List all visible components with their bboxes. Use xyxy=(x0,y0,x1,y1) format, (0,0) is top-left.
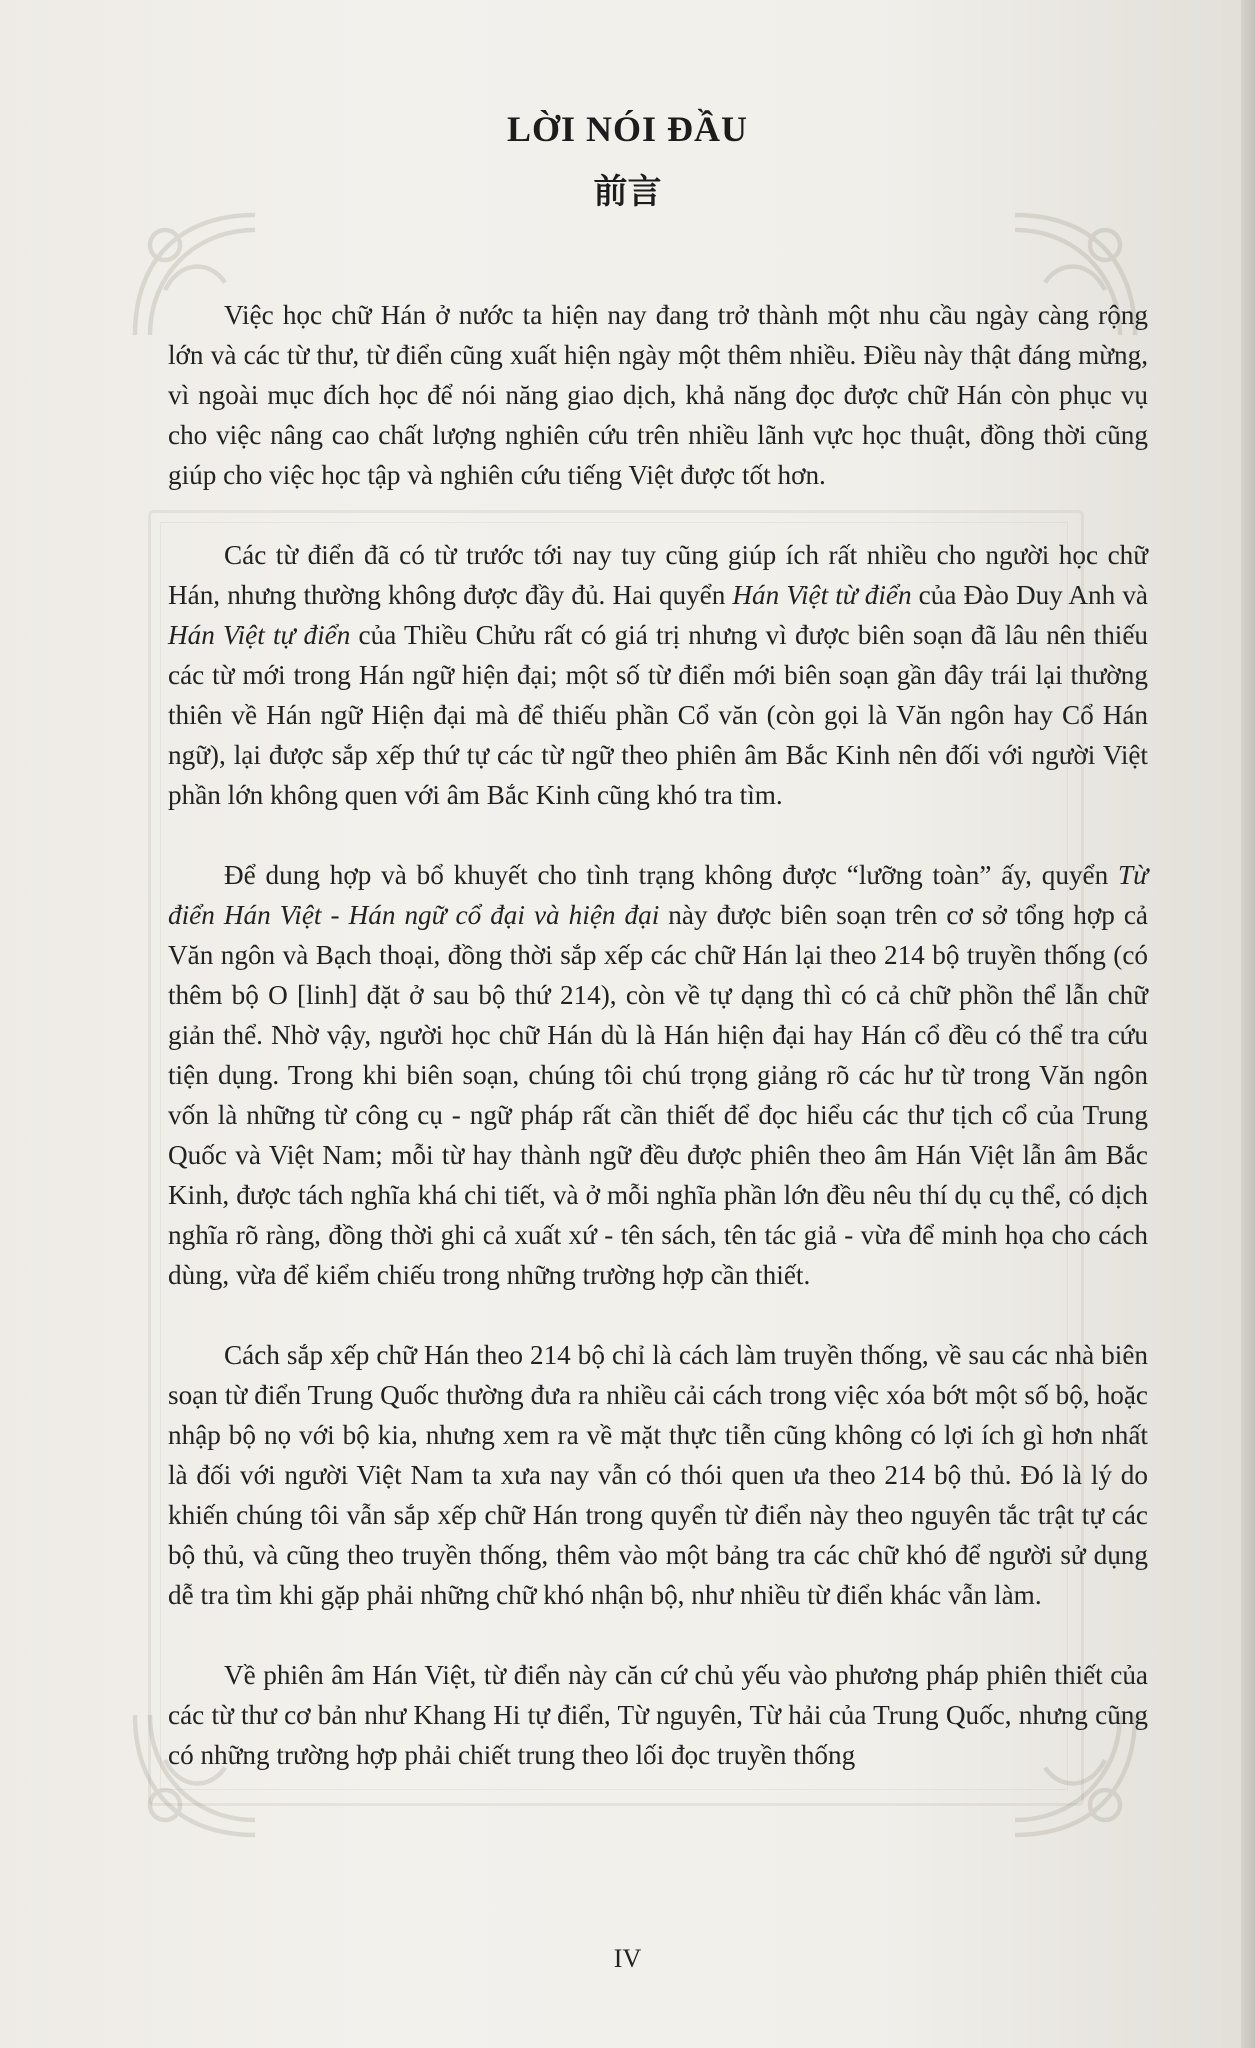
page-edge xyxy=(1241,0,1255,2048)
paragraph-2-text-c: của Thiều Chửu rất có giá trị nhưng vì được biên soạn đã lâu nên thiếu các từ mới trong Hán ngữ hiện đại; một số từ điển mới biên soạn gần đây trái lại thường thiên về Hán ngữ Hiện đại mà để thiếu phần Cổ văn (còn gọi là Văn ngôn hay Cổ Hán ngữ), lại được sắp xếp thứ tự các từ ngữ theo phiên âm Bắc Kinh nên đối với người Việt phần lớn không quen với âm Bắc Kinh cũng khó tra tìm. xyxy=(168,620,1148,810)
paragraph-2-text-a: Các từ điển đã có từ trước tới nay tuy cũng giúp ích rất nhiều cho người học chữ Hán, nhưng thường không được đầy đủ. Hai quyển xyxy=(168,540,1148,610)
paragraph-2 xyxy=(168,535,1148,815)
book-title-han-viet-tu-dien: Hán Việt từ điển xyxy=(732,580,912,610)
page-title: LỜI NÓI ĐẦU xyxy=(506,109,749,149)
paragraph-5: Về phiên âm Hán Việt, từ điển này căn cứ chủ yếu vào phương pháp phiên thiết của các từ thư cơ bản như Khang Hi tự điển, Từ nguyên, Từ hải của Trung Quốc, nhưng cũng có những trường hợp phải chiết trung theo lối đọc truyền thống xyxy=(168,1660,1148,1770)
paragraph-4: Cách sắp xếp chữ Hán theo 214 bộ chỉ là cách làm truyền thống, về sau các nhà biên soạn từ điển Trung Quốc thường đưa ra nhiều cải cách trong việc xóa bớt một số bộ, hoặc nhập bộ nọ với bộ kia, nhưng xem ra về mặt thực tiễn cũng không có lợi ích gì hơn nhất là đối với người Việt Nam ta xưa nay vẫn có thói quen ưa theo 214 bộ thủ. Đó là lý do khiến chúng tôi vẫn sắp xếp chữ Hán trong quyển từ điển này theo nguyên tắc trật tự các bộ thủ, và cũng theo truyền thống, thêm vào một bảng tra các chữ khó để người sử dụng dễ tra tìm khi gặp phải những chữ khó nhận bộ, như nhiều từ điển khác vẫn làm. xyxy=(168,1340,1148,1610)
preface-body xyxy=(168,295,1148,1815)
page-number: IV xyxy=(613,1944,642,1973)
paragraph-1: Việc học chữ Hán ở nước ta hiện nay đang trở thành một nhu cầu ngày càng rộng lớn và các từ thư, từ điển cũng xuất hiện ngày một thêm nhiều. Điều này thật đáng mừng, vì ngoài mục đích học để nói năng giao dịch, khả năng đọc được chữ Hán còn phục vụ cho việc nâng cao chất lượng nghiên cứu trên nhiều lãnh vực học thuật, đồng thời cũng giúp cho việc học tập và nghiên cứu tiếng Việt được tốt hơn. xyxy=(168,300,1148,490)
paragraph-3-text-b: này được biên soạn trên cơ sở tổng hợp cả Văn ngôn và Bạch thoại, đồng thời sắp xếp các chữ Hán lại theo 214 bộ truyền thống (có thêm bộ O [linh] đặt ở sau bộ thứ 214), còn về tự dạng thì có cả chữ phồn thể lẫn chữ giản thể. Nhờ vậy, người học chữ Hán dù là Hán hiện đại hay Hán cổ đều có thể tra cứu tiện dụng. Trong khi biên soạn, chúng tôi chú trọng giảng rõ các hư từ trong Văn ngôn vốn là những từ công cụ - ngữ pháp rất cần thiết để đọc hiểu các thư tịch cổ của Trung Quốc và Việt Nam; mỗi từ hay thành ngữ đều được phiên theo âm Hán Việt lẫn âm Bắc Kinh, được tách nghĩa khá chi tiết, và ở mỗi nghĩa phần lớn đều nêu thí dụ cụ thể, có dịch nghĩa rõ ràng, đồng thời ghi cả xuất xứ - tên sách, tên tác giả - vừa để minh họa cho cách dùng, vừa để kiểm chiếu trong những trường hợp cần thiết. xyxy=(168,900,1148,1290)
paragraph-3 xyxy=(168,855,1148,1295)
book-title-tu-dien-han-viet: Từ điển Hán Việt - Hán ngữ cổ đại và hiện đại xyxy=(168,860,1148,930)
book-title-han-viet-tu-dien-thieu-chuu: Hán Việt tự điển xyxy=(168,620,351,650)
page-subtitle: 前言 xyxy=(593,172,662,212)
paragraph-2-text-b: của Đào Duy Anh và xyxy=(911,580,1148,610)
paragraph-3-text-a: Để dung hợp và bổ khuyết cho tình trạng không được “lưỡng toàn” ấy, quyển xyxy=(224,860,1119,890)
